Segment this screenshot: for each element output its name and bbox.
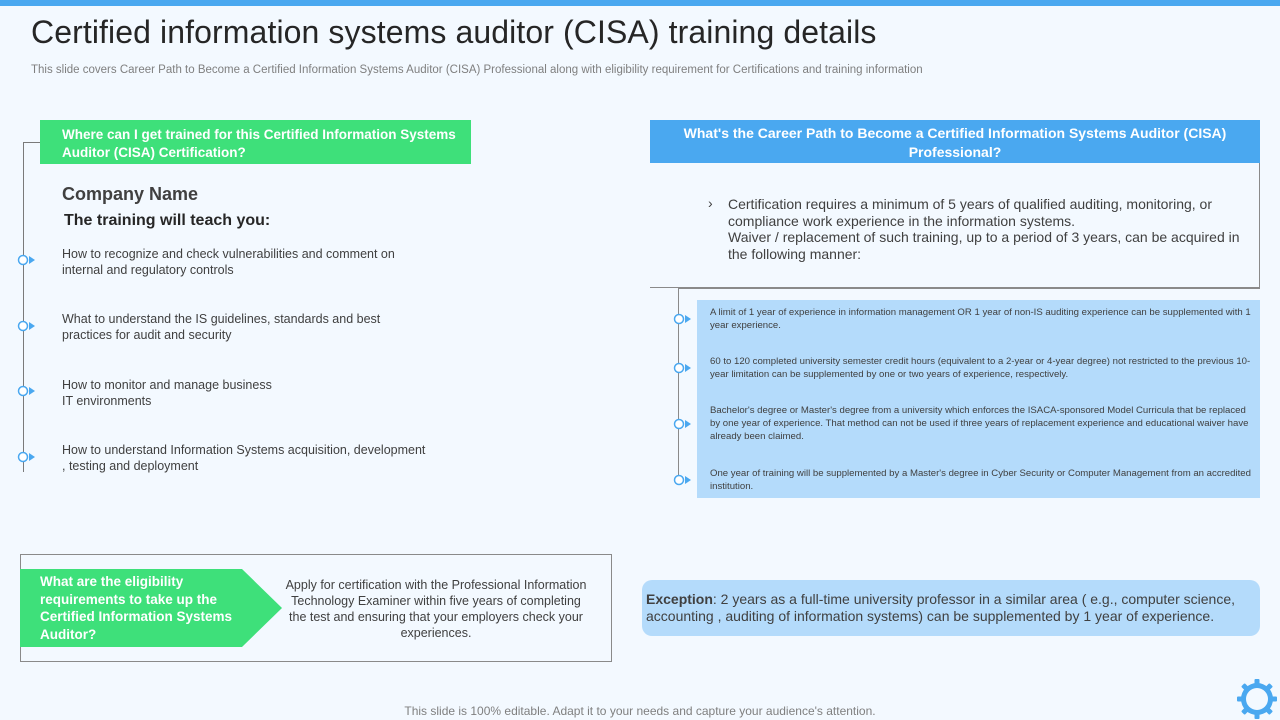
gear-icon [1236,678,1278,720]
circle-arrow-icon [672,473,692,487]
company-name: Company Name [62,184,199,204]
circle-arrow-icon [16,384,36,398]
circle-arrow-icon [16,253,36,267]
circle-arrow-icon [16,450,36,464]
eligibility-text: Apply for certification with the Professional Information Technology Examiner within five years of completing the test and ensuring that your employers check your experiences. [285,578,587,640]
waiver-item: One year of training will be supplemented by a Master's degree in Cyber Security or Computer Management from an accredited institution. [710,468,1251,492]
training-item: What to understand the IS guidelines, standards and best practices for audit and security [62,312,381,342]
career-heading: What's the Career Path to Become a Certified Information Systems Auditor (CISA) Professional? [650,120,1260,163]
timeline-line [23,142,24,472]
training-item: How to monitor and manage business IT environments [62,378,272,408]
exception-box [642,580,1260,636]
waiver-item: A limit of 1 year of experience in information management OR 1 year of non-IS auditing experience can be supplemented with 1 year experience. [710,307,1251,331]
circle-arrow-icon [672,312,692,326]
teach-heading: The training will teach you: [64,212,271,229]
top-accent-bar [0,0,1280,6]
page-subtitle: This slide covers Career Path to Become a Certified Information Systems Auditor (CISA) Professional along with eligibility requirement for Certifications and training information [31,64,923,76]
eligibility-heading: What are the eligibility requirements to take up the Certified Information Systems Auditor? [40,574,233,642]
training-item: How to understand Information Systems acquisition, development , testing and deployment [62,443,426,473]
exception-text: : 2 years as a full-time university professor in a similar area ( e.g., computer science, accounting , auditing of information systems) can be supplemented by 1 year of experience. [646,591,1235,624]
circle-arrow-icon [16,319,36,333]
waiver-item: Bachelor's degree or Master's degree from a university which enforces the ISACA-sponsored Model Curricula that be replaced by one year of experience. That method can not be used if three years of replacement experience and educational waiver have already been claimed. [710,405,1249,442]
waiver-item: 60 to 120 completed university semester credit hours (equivalent to a 2-year or 4-year degree) not restricted to the previous 10-year limitation can be supplemented by one or two years of experience, respectively. [710,356,1251,380]
timeline-connector [23,142,40,143]
exception-label: Exception [646,591,713,607]
training-item: How to recognize and check vulnerabilities and comment on internal and regulatory controls [62,247,395,277]
page-title: Certified information systems auditor (CISA) training details [31,14,877,50]
footer-note: This slide is 100% editable. Adapt it to your needs and capture your audience's attention. [404,704,876,718]
chevron-right-icon: › [708,195,713,211]
career-text: Certification requires a minimum of 5 years of qualified auditing, monitoring, or compliance work experience in the information systems. Waiver / replacement of such training, up to a period of 3 years, can be acquired in the following manner: [728,196,1240,262]
circle-arrow-icon [672,361,692,375]
circle-arrow-icon [672,417,692,431]
career-connector [678,288,1260,289]
training-heading: Where can I get trained for this Certified Information Systems Auditor (CISA) Certification? [40,120,471,164]
